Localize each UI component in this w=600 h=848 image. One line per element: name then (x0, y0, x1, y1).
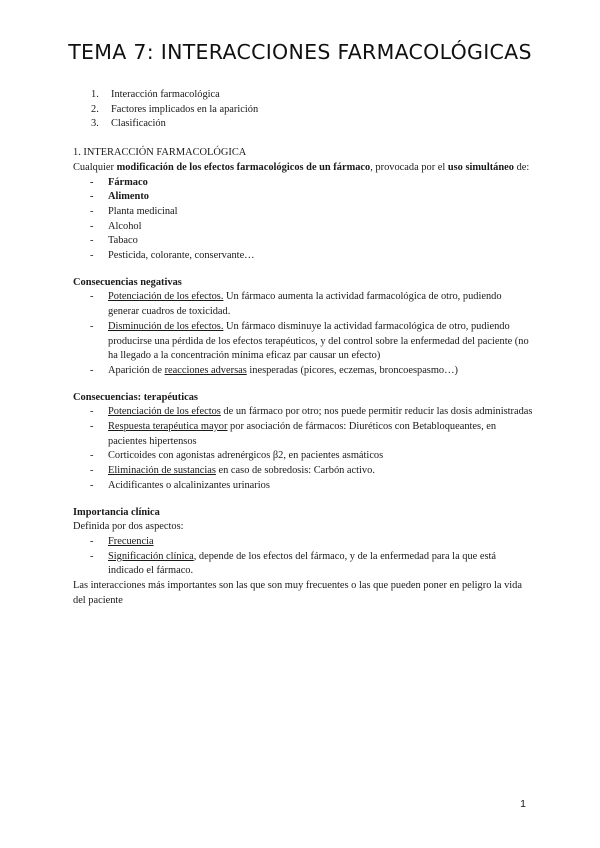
therapeutic-consequences-list (73, 405, 533, 493)
clinical-importance-heading: Importancia clínica (73, 506, 160, 518)
list-item: - Potenciación de los efectos de un fármaco por otro; nos puede permitir reducir las dosis administradas (90, 406, 533, 418)
list-item: - Tabaco (90, 235, 138, 247)
section-intro: Cualquier modificación de los efectos farmacológicos de un fármaco, provocada por el uso simultáneo de: (73, 161, 530, 173)
list-item: - Aparición de reacciones adversas inesperadas (picores, eczemas, broncoespasmo…) (90, 364, 458, 376)
interaction-sources-list (73, 176, 533, 264)
clinical-closing: Las interacciones más importantes son las que son muy frecuentes o las que pueden poner en peligro la vida del paciente (73, 580, 522, 606)
page-number: 1 (520, 798, 526, 810)
toc-item: 1. Interacción farmacológica (91, 89, 220, 100)
toc-item: 2. Factores implicados en la aparición (91, 103, 259, 115)
list-item: - Corticoides con agonistas adrenérgicos β2, en pacientes asmáticos (90, 450, 384, 462)
list-item: - Acidificantes o alcalinizantes urinarios (90, 479, 270, 491)
list-item: - Respuesta terapéutica mayor por asociación de fármacos: Diuréticos con Betabloqueantes, en pacientes hipertensos (90, 421, 497, 447)
list-item: - Pesticida, colorante, conservante… (90, 250, 255, 262)
list-item: - Alcohol (90, 220, 142, 232)
list-item: - Planta medicinal (90, 205, 178, 217)
therapeutic-consequences-heading: Consecuencias: terapéuticas (73, 391, 198, 403)
list-item: - Eliminación de sustancias en caso de sobredosis: Carbón activo. (90, 465, 375, 477)
section-heading: 1. INTERACCIÓN FARMACOLÓGICA (73, 147, 247, 159)
document-body (73, 88, 533, 609)
list-item: - Frecuencia (90, 535, 154, 547)
negative-consequences-heading: Consecuencias negativas (73, 276, 182, 288)
negative-consequences-list (73, 290, 533, 378)
list-item: - Potenciación de los efectos. Un fármaco aumenta la actividad farmacológica de otro, pudiendo generar cuadros de toxicidad. (90, 291, 502, 318)
clinical-intro: Definida por dos aspectos: (73, 521, 184, 533)
list-item: - Fármaco (90, 176, 148, 188)
list-item: - Alimento (90, 191, 149, 203)
document-title: TEMA 7: INTERACCIONES FARMACOLÓGICAS (68, 40, 532, 64)
toc-item: 3. Clasificación (91, 118, 166, 130)
clinical-aspects-list (73, 535, 533, 579)
list-item: - Disminución de los efectos. Un fármaco disminuye la actividad farmacológica de otro, pudiendo producirse una pérdida de los efectos terapéuticos, y del control sobre la enfermedad del paciente (no ha llegado a la concentración mínima eficaz par causar un efecto) (90, 320, 529, 362)
table-of-contents (73, 88, 533, 132)
list-item: - Significación clínica, depende de los efectos del fármaco, y de la enfermedad para la que está indicado el fármaco. (90, 550, 497, 577)
